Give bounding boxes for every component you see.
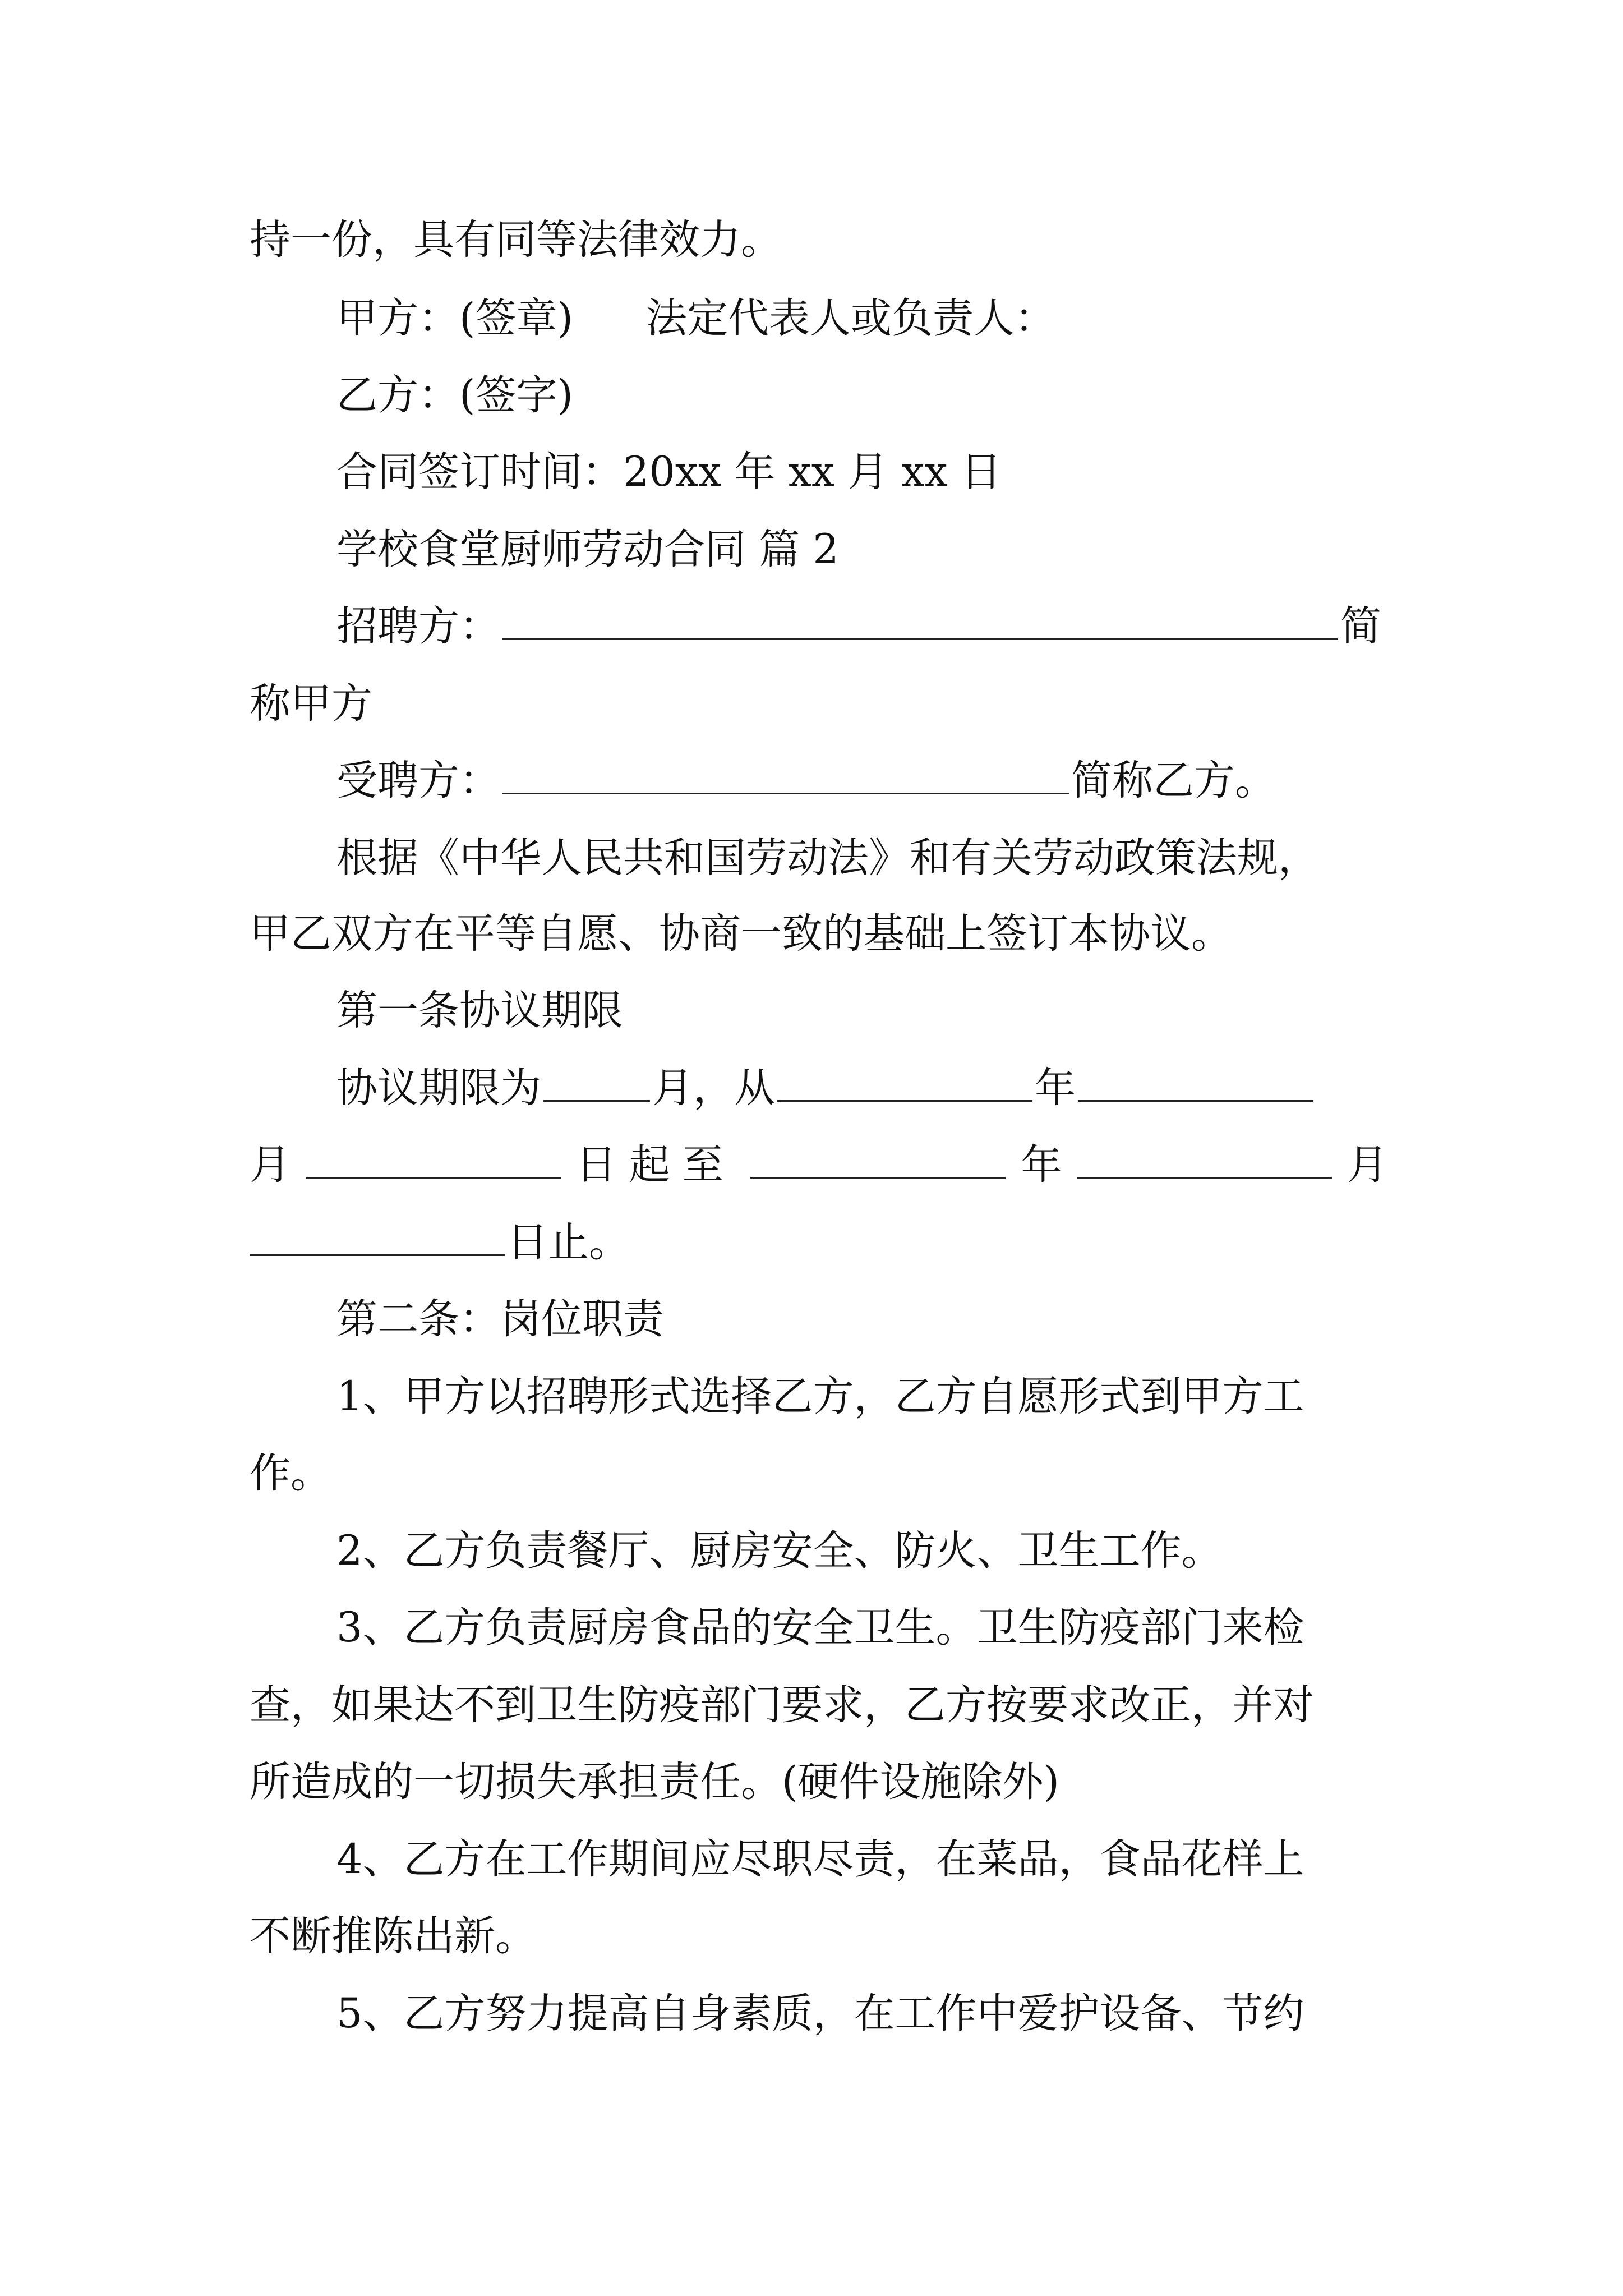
term-label: 协议期限为 (336, 1064, 541, 1112)
day-until-label: 日起至 (575, 1141, 736, 1189)
text-line: 称甲方 (250, 680, 372, 728)
employee-line (336, 747, 1388, 815)
term-line-3 (250, 1209, 1388, 1276)
paragraph-line: 甲乙双方在平等自愿、协商一致的基础上签订本协议。 (250, 910, 1232, 958)
end-day-blank[interactable] (250, 1216, 505, 1256)
employer-line (336, 593, 1388, 660)
year-label: 年 (1021, 1141, 1062, 1189)
employer-blank[interactable] (502, 600, 1338, 640)
contract-date-line: 合同签订时间：20xx 年 xx 月 xx 日 (336, 448, 1002, 496)
term-line-1 (336, 1055, 1388, 1122)
section-title: 学校食堂厨师劳动合同 篇 2 (336, 526, 839, 573)
paragraph-line: 查，如果达不到卫生防疫部门要求，乙方按要求改正，并对 (250, 1681, 1314, 1729)
paragraph-line: 3、乙方负责厨房食品的安全卫生。卫生防疫部门来检 (336, 1604, 1304, 1651)
end-month-blank[interactable] (1077, 1138, 1332, 1179)
start-month-blank[interactable] (1078, 1061, 1313, 1102)
party-a-label: 甲方：(签章) (336, 295, 573, 342)
text-line: 持一份，具有同等法律效力。 (250, 216, 782, 264)
party-b-signature-line: 乙方：(签字) (336, 371, 573, 419)
month-label: 月 (1347, 1141, 1388, 1189)
paragraph-line: 不断推陈出新。 (250, 1912, 536, 1960)
paragraph-line: 2、乙方负责餐厅、厨房安全、防火、卫生工作。 (336, 1527, 1223, 1575)
term-line-2 (250, 1131, 1388, 1199)
employer-abbr-start: 简 (1340, 602, 1381, 650)
paragraph-line: 4、乙方在工作期间应尽职尽责，在菜品，食品花样上 (336, 1835, 1304, 1883)
legal-representative-label: 法定代表人或负责人： (645, 295, 1055, 342)
employee-blank[interactable] (502, 754, 1069, 794)
article-heading: 第二条：岗位职责 (336, 1295, 664, 1343)
paragraph-line: 1、甲方以招聘形式选择乙方，乙方自愿形式到甲方工 (336, 1373, 1304, 1420)
paragraph-line: 所造成的一切损失承担责任。(硬件设施除外) (250, 1758, 1059, 1806)
month-label: 月 (250, 1141, 291, 1189)
start-year-blank[interactable] (777, 1061, 1032, 1102)
start-day-blank[interactable] (306, 1138, 561, 1179)
end-year-blank[interactable] (750, 1138, 1006, 1179)
paragraph-line: 根据《中华人民共和国劳动法》和有关劳动政策法规， (336, 834, 1319, 882)
article-heading: 第一条协议期限 (336, 987, 623, 1034)
paragraph-line: 作。 (250, 1450, 331, 1497)
employer-label: 招聘方： (336, 602, 500, 650)
year-label: 年 (1035, 1064, 1076, 1112)
employee-label: 受聘方： (336, 757, 500, 804)
day-end-label: 日止。 (507, 1218, 630, 1266)
term-from-label: 月，从 (652, 1064, 775, 1112)
months-blank[interactable] (543, 1061, 650, 1102)
paragraph-line: 5、乙方努力提高自身素质，在工作中爱护设备、节约 (336, 1990, 1304, 2037)
party-a-signature-line (336, 285, 1388, 352)
employee-abbr: 简称乙方。 (1071, 757, 1276, 804)
